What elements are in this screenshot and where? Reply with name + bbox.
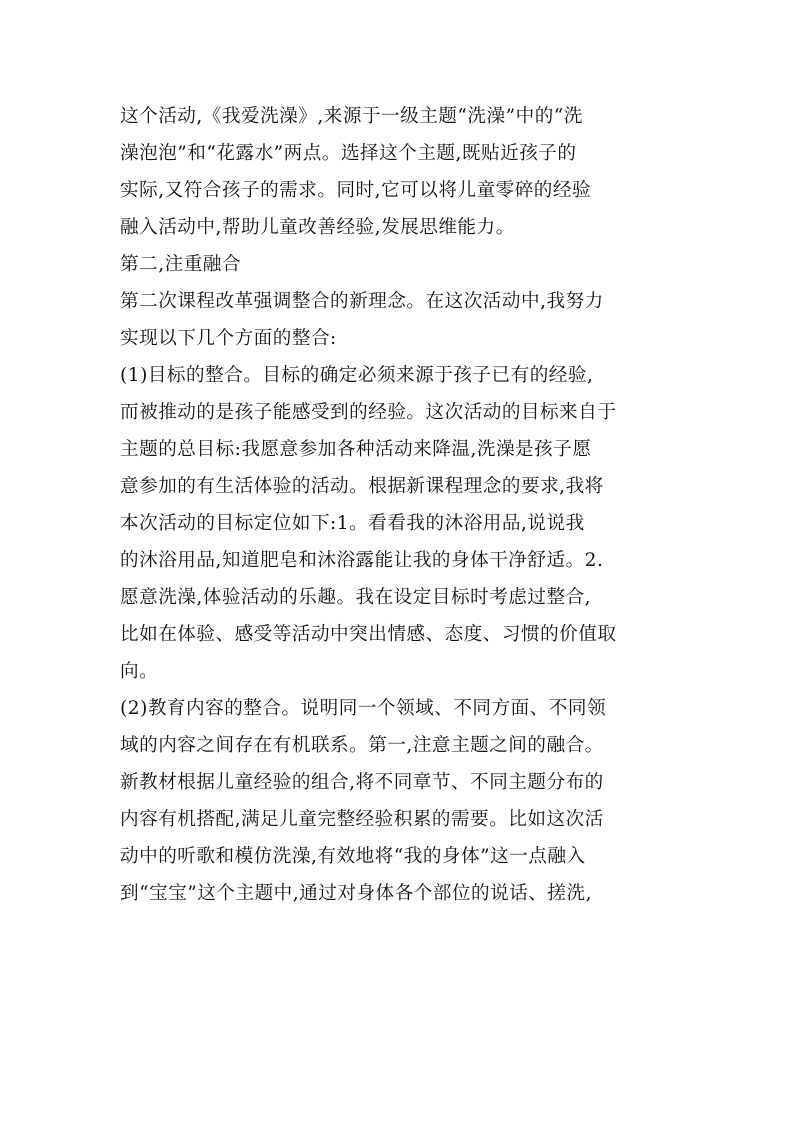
- text-line: 澡泡泡”和“花露水”两点。选择这个主题,既贴近孩子的: [120, 143, 577, 164]
- text-line: 向。: [120, 661, 159, 682]
- text-line: 动中的听歌和模仿洗澡,有效地将“我的身体”这一点融入: [120, 846, 586, 867]
- text-line: 比如在体验、感受等活动中突出情感、态度、习惯的价值取: [120, 624, 617, 645]
- section-heading: 第二,注重融合: [120, 254, 241, 275]
- text-line: (1)目标的整合。目标的确定必须来源于孩子已有的经验,: [120, 365, 594, 386]
- text-line: 实际,又符合孩子的需求。同时,它可以将儿童零碎的经验: [120, 180, 592, 201]
- text-line: 意参加的有生活体验的活动。根据新课程理念的要求,我将: [120, 476, 604, 497]
- text-line: (2)教育内容的整合。说明同一个领域、不同方面、不同领: [120, 698, 607, 719]
- text-line: 愿意洗澡,体验活动的乐趣。我在设定目标时考虑过整合,: [120, 587, 592, 608]
- text-line: 新教材根据儿童经验的组合,将不同章节、不同主题分布的: [120, 772, 604, 793]
- text-line: 实现以下几个方面的整合:: [120, 328, 337, 349]
- text-line: 融入活动中,帮助儿童改善经验,发展思维能力。: [120, 217, 515, 238]
- text-line: 这个活动,《我爱洗澡》,来源于一级主题“洗澡”中的“洗: [120, 106, 583, 127]
- text-line: 第二次课程改革强调整合的新理念。在这次活动中,我努力: [120, 291, 604, 312]
- text-line: 内容有机搭配,满足儿童完整经验积累的需要。比如这次活: [120, 809, 604, 830]
- text-line: 而被推动的是孩子能感受到的经验。这次活动的目标来自于: [120, 402, 617, 423]
- text-line: 的沐浴用品,知道肥皂和沐浴露能让我的身体干净舒适。2.: [120, 550, 604, 571]
- text-line: 域的内容之间存在有机联系。第一,注意主题之间的融合。: [120, 735, 604, 756]
- text-line: 到“宝宝”这个主题中,通过对身体各个部位的说话、搓洗,: [120, 883, 592, 904]
- text-line: 本次活动的目标定位如下:1。看看我的沐浴用品,说说我: [120, 513, 585, 534]
- document-body: [120, 98, 700, 912]
- text-line: 主题的总目标:我愿意参加各种活动来降温,洗澡是孩子愿: [120, 439, 592, 460]
